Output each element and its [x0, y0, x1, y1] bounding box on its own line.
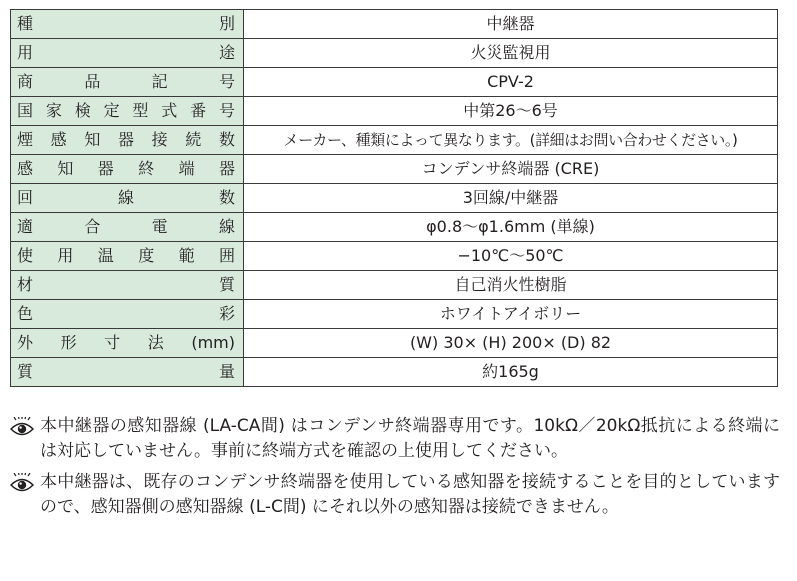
spec-label: 国家検定型式番号	[17, 101, 235, 120]
table-row	[11, 358, 778, 387]
note-item	[10, 414, 780, 464]
table-row	[11, 271, 778, 300]
table-row	[11, 300, 778, 329]
spec-label-cell	[11, 10, 244, 39]
spec-label: 外形寸法(mm)	[17, 333, 235, 352]
spec-label-cell	[11, 155, 244, 184]
table-row	[11, 213, 778, 242]
spec-value: (W) 30× (H) 200× (D) 82	[244, 329, 778, 358]
table-row	[11, 10, 778, 39]
table-row	[11, 97, 778, 126]
spec-label: 質量	[17, 362, 235, 381]
spec-label-cell	[11, 68, 244, 97]
spec-label-cell	[11, 213, 244, 242]
eye-caution-icon	[10, 470, 40, 495]
table-row	[11, 39, 778, 68]
table-row	[11, 329, 778, 358]
spec-value: CPV-2	[244, 68, 778, 97]
table-row	[11, 242, 778, 271]
spec-value: コンデンサ終端器 (CRE)	[244, 155, 778, 184]
spec-label: 種別	[17, 14, 235, 33]
spec-table	[10, 9, 778, 387]
spec-label: 煙感知器接続数	[17, 130, 235, 149]
notes	[10, 414, 780, 526]
spec-label: 適合電線	[17, 217, 235, 236]
spec-label-cell	[11, 97, 244, 126]
spec-label: 感知器終端器	[17, 159, 235, 178]
spec-value: 中継器	[244, 10, 778, 39]
table-row	[11, 155, 778, 184]
spec-label-cell	[11, 300, 244, 329]
note-text: 本中継器の感知器線 (LA-CA間) はコンデンサ終端器専用です。10kΩ／20kΩ抵抗による終端には対応していません。事前に終端方式を確認の上使用してください。	[40, 416, 780, 461]
spec-label-cell	[11, 39, 244, 68]
spec-label: 使用温度範囲	[17, 246, 235, 265]
spec-label-cell	[11, 271, 244, 300]
spec-label: 商品記号	[17, 72, 235, 91]
spec-value: −10℃〜50℃	[244, 242, 778, 271]
spec-value: メーカー、種類によって異なります。(詳細はお問い合わせください。)	[244, 126, 778, 155]
spec-label-cell	[11, 329, 244, 358]
eye-caution-icon	[10, 414, 40, 439]
spec-value: 中第26〜6号	[244, 97, 778, 126]
table-row	[11, 68, 778, 97]
spec-value: 約165g	[244, 358, 778, 387]
spec-label: 回線数	[17, 188, 235, 207]
spec-value: ホワイトアイボリー	[244, 300, 778, 329]
spec-label: 用途	[17, 43, 235, 62]
table-row	[11, 184, 778, 213]
spec-label-cell	[11, 126, 244, 155]
spec-value: 自己消火性樹脂	[244, 271, 778, 300]
table-row	[11, 126, 778, 155]
spec-value: 火災監視用	[244, 39, 778, 68]
spec-value: 3回線/中継器	[244, 184, 778, 213]
spec-value: φ0.8〜φ1.6mm (単線)	[244, 213, 778, 242]
spec-label: 材質	[17, 275, 235, 294]
note-item	[10, 470, 780, 520]
spec-label-cell	[11, 242, 244, 271]
note-text: 本中継器は、既存のコンデンサ終端器を使用している感知器を接続することを目的としていますので、感知器側の感知器線 (L-C間) にそれ以外の感知器は接続できません。	[40, 472, 780, 517]
spec-label-cell	[11, 358, 244, 387]
spec-label: 色彩	[17, 304, 235, 323]
spec-label-cell	[11, 184, 244, 213]
